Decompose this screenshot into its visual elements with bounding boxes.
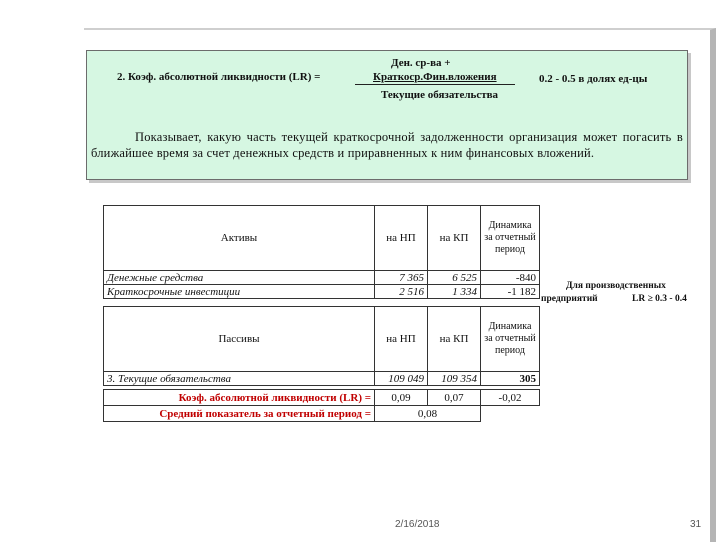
liabilities-header-kp: на КП: [428, 307, 481, 372]
formula-description: Показывает, какую часть текущей краткосрочной задолженности организация может погасить в ближайшее время за счет денежных средств и приравненных к ним финансовых вложений.: [91, 130, 683, 160]
assets-header-dynamics: Динамика за отчетный период: [481, 206, 540, 271]
lr-dynamics: -0,02: [481, 390, 540, 406]
row-name: Денежные средства: [104, 271, 375, 285]
formula-numerator-line1: Ден. ср-ва +: [391, 57, 451, 69]
avg-label: Средний показатель за отчетный период =: [104, 406, 375, 422]
row-name: Краткосрочные инвестиции: [104, 285, 375, 299]
footer-date: 2/16/2018: [395, 519, 440, 530]
lr-np: 0,09: [375, 390, 428, 406]
table-row: [104, 285, 540, 299]
formula-normal-range: 0.2 - 0.5 в долях ед-цы: [539, 73, 648, 85]
assets-header-kp: на КП: [428, 206, 481, 271]
result-table: [103, 389, 540, 422]
assets-header-name: Активы: [104, 206, 375, 271]
liabilities-header-dynamics: Динамика за отчетный период: [481, 307, 540, 372]
side-note-line1: Для производственных: [566, 281, 666, 291]
avg-value: 0,08: [375, 406, 481, 422]
avg-empty: [481, 406, 540, 422]
liabilities-header-name: Пассивы: [104, 307, 375, 372]
liabilities-table: [103, 306, 540, 386]
lr-row: [104, 390, 540, 406]
avg-row: [104, 406, 540, 422]
formula-denominator: Текущие обязательства: [381, 89, 499, 101]
page-number: 31: [690, 519, 702, 530]
row-dynamics: -840: [481, 271, 540, 285]
table-row: [104, 372, 540, 386]
formula-numerator-line2: Краткоср.Фин.вложения: [373, 71, 497, 83]
row-kp: 1 334: [428, 285, 481, 299]
side-note-line2b: LR ≥ 0.3 - 0.4: [632, 294, 687, 304]
lr-kp: 0,07: [428, 390, 481, 406]
formula-label: 2. Коэф. абсолютной ликвидности (LR) =: [117, 71, 321, 83]
row-dynamics: -1 182: [481, 285, 540, 299]
table-row: [104, 271, 540, 285]
liabilities-header-np: на НП: [375, 307, 428, 372]
lr-label: Коэф. абсолютной ликвидности (LR) =: [104, 390, 375, 406]
row-dynamics: 305: [481, 372, 540, 386]
fraction-line: [355, 84, 515, 85]
liabilities-header-row: [104, 307, 540, 372]
row-np: 2 516: [375, 285, 428, 299]
side-note-line2a: предприятий: [541, 294, 598, 304]
row-np: 7 365: [375, 271, 428, 285]
row-name: 3. Текущие обязательства: [104, 372, 375, 386]
assets-header-np: на НП: [375, 206, 428, 271]
row-kp: 109 354: [428, 372, 481, 386]
formula-box: [86, 50, 688, 180]
row-np: 109 049: [375, 372, 428, 386]
assets-header-row: [104, 206, 540, 271]
row-kp: 6 525: [428, 271, 481, 285]
assets-table: [103, 205, 540, 299]
